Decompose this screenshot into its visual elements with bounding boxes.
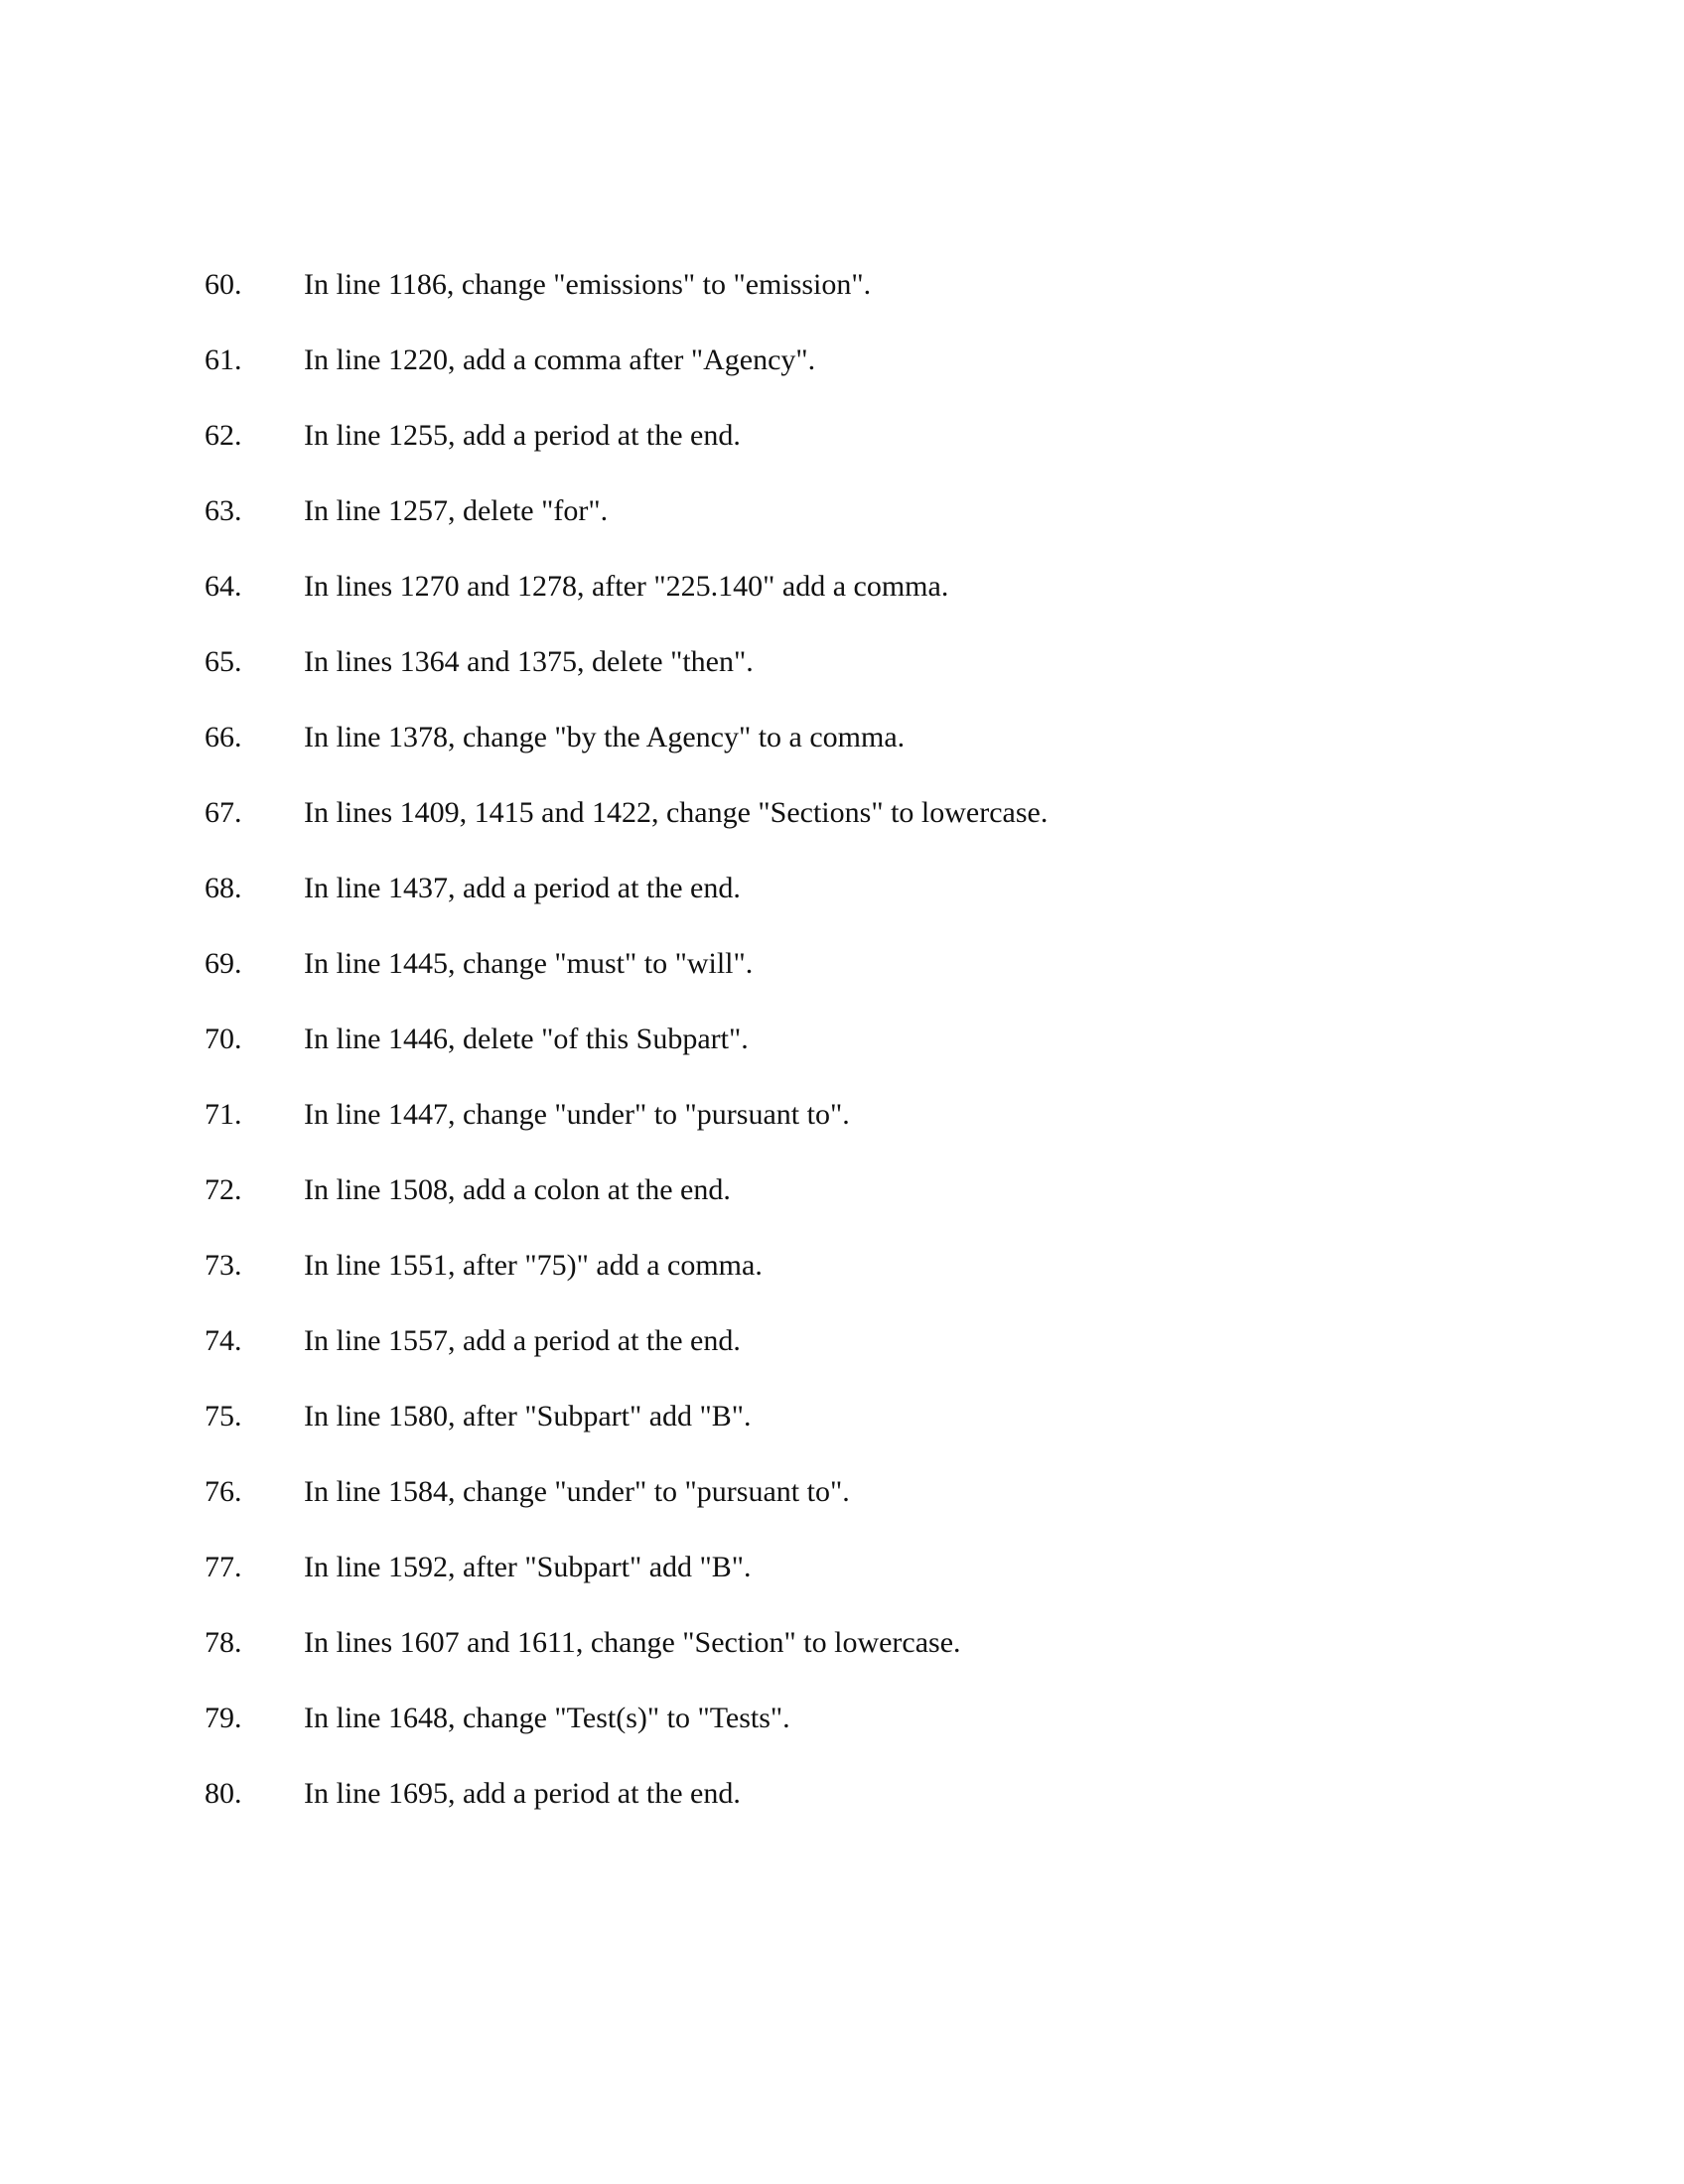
item-text: In line 1592, after "Subpart" add "B". xyxy=(304,1551,752,1583)
item-number: 74. xyxy=(205,1324,242,1357)
list-item xyxy=(0,1392,1684,1441)
item-text: In line 1584, change "under" to "pursuant to". xyxy=(304,1475,850,1508)
item-number: 77. xyxy=(205,1551,242,1583)
item-text: In line 1508, add a colon at the end. xyxy=(304,1173,731,1206)
item-number: 67. xyxy=(205,796,242,829)
item-text: In line 1257, delete "for". xyxy=(304,494,609,527)
item-number: 72. xyxy=(205,1173,242,1206)
item-number: 60. xyxy=(205,268,242,301)
item-number: 70. xyxy=(205,1023,242,1055)
item-number: 63. xyxy=(205,494,242,527)
item-number: 65. xyxy=(205,645,242,678)
item-number: 69. xyxy=(205,947,242,980)
item-text: In line 1551, after "75)" add a comma. xyxy=(304,1249,763,1282)
list-item xyxy=(0,1467,1684,1517)
item-text: In line 1580, after "Subpart" add "B". xyxy=(304,1400,752,1433)
list-item xyxy=(0,1618,1684,1668)
item-number: 80. xyxy=(205,1777,242,1810)
list-item xyxy=(0,1694,1684,1743)
list-item xyxy=(0,1241,1684,1291)
item-number: 76. xyxy=(205,1475,242,1508)
list-item xyxy=(0,939,1684,989)
list-item xyxy=(0,1165,1684,1215)
list-item xyxy=(0,411,1684,461)
item-text: In line 1437, add a period at the end. xyxy=(304,872,741,904)
item-number: 64. xyxy=(205,570,242,603)
item-number: 68. xyxy=(205,872,242,904)
item-number: 79. xyxy=(205,1702,242,1734)
item-text: In line 1445, change "must" to "will". xyxy=(304,947,754,980)
list-item xyxy=(0,864,1684,913)
list-item xyxy=(0,1316,1684,1366)
item-text: In line 1220, add a comma after "Agency". xyxy=(304,343,816,376)
item-number: 78. xyxy=(205,1626,242,1659)
item-number: 61. xyxy=(205,343,242,376)
item-text: In line 1695, add a period at the end. xyxy=(304,1777,741,1810)
item-number: 71. xyxy=(205,1098,242,1131)
item-text: In line 1447, change "under" to "pursuant to". xyxy=(304,1098,850,1131)
list-item xyxy=(0,713,1684,762)
item-text: In lines 1364 and 1375, delete "then". xyxy=(304,645,754,678)
list-item xyxy=(0,336,1684,385)
list-item xyxy=(0,637,1684,687)
item-text: In line 1255, add a period at the end. xyxy=(304,419,741,452)
list-item xyxy=(0,486,1684,536)
list-item xyxy=(0,788,1684,838)
item-text: In line 1378, change "by the Agency" to a comma. xyxy=(304,721,906,753)
list-item xyxy=(0,260,1684,310)
list-item xyxy=(0,1090,1684,1140)
item-text: In line 1557, add a period at the end. xyxy=(304,1324,741,1357)
list-item xyxy=(0,1543,1684,1592)
item-text: In line 1648, change "Test(s)" to "Tests". xyxy=(304,1702,790,1734)
list-item xyxy=(0,1015,1684,1064)
item-text: In line 1186, change "emissions" to "emission". xyxy=(304,268,872,301)
item-text: In lines 1270 and 1278, after "225.140" add a comma. xyxy=(304,570,949,603)
list-item xyxy=(0,1769,1684,1819)
item-text: In lines 1607 and 1611, change "Section" to lowercase. xyxy=(304,1626,961,1659)
item-number: 75. xyxy=(205,1400,242,1433)
item-text: In lines 1409, 1415 and 1422, change "Sections" to lowercase. xyxy=(304,796,1049,829)
item-number: 62. xyxy=(205,419,242,452)
item-number: 66. xyxy=(205,721,242,753)
item-text: In line 1446, delete "of this Subpart". xyxy=(304,1023,749,1055)
list-item xyxy=(0,562,1684,612)
item-number: 73. xyxy=(205,1249,242,1282)
